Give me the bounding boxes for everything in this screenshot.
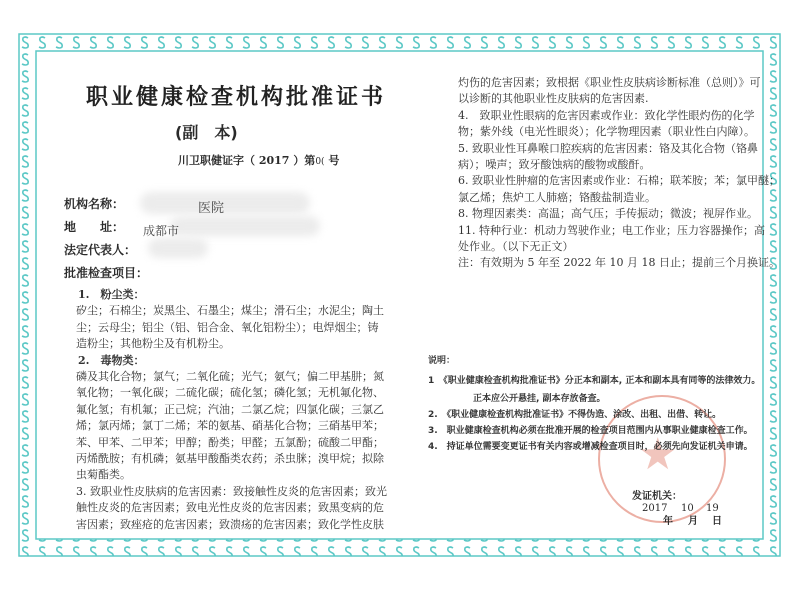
text-line: 丙烯酰胺；有机磷；氨基甲酸酯类农药；杀虫脒；溴甲烷；拟除 (76, 452, 384, 466)
seal-star-icon: ★ (638, 429, 678, 480)
text-line: 注：有效期为 5 年至 2022 年 10 月 18 日止；提前三个月换证。 (458, 256, 780, 270)
note-item: 3. 职业健康检查机构必须在批准开展的检查项目范围内从事职业健康检查工作。 (428, 426, 753, 436)
text-line: 4. 致职业性眼病的危害因素或作业：致化学性眼灼伤的化学 (458, 108, 755, 122)
note-item: 2. 《职业健康检查机构批准证书》不得伪造、涂改、出租、出借、转让。 (428, 410, 722, 420)
text-line: 3. 致职业性皮肤病的危害因素：致接触性皮炎的危害因素；致光 (76, 484, 387, 498)
text-line: 病）；噪声；致牙酸蚀病的酸物或酸酐。 (458, 158, 651, 172)
text-line: 氧化物；一氧化碳；二硫化碳；硫化氢；磷化氢；无机氟化物、 (76, 386, 384, 400)
text-line: 8. 物理因素类：高温；高气压；手传振动；微波；视屏作业。 (458, 207, 758, 221)
text-line: 11. 特种行业：机动力驾驶作业；电工作业；压力容器操作；高 (458, 223, 765, 237)
note-item: 正本应公开悬挂, 副本存放备查。 (473, 394, 606, 404)
text-line: 矽尘；石棉尘；炭黑尘、石墨尘；煤尘；滑石尘；水泥尘；陶土 (76, 304, 384, 318)
document-subtitle: (副 本) (175, 123, 238, 142)
issue-month: 10 (681, 503, 694, 514)
org-name-value: 医院 (198, 201, 225, 216)
redacted-legal-rep (148, 238, 208, 258)
text-line: 尘；云母尘；铝尘（铝、铝合金、氧化铝粉尘）；电焊烟尘；铸 (76, 320, 379, 334)
text-line: 磷及其化合物；氯气；二氧化硫；光气；氨气；偏二甲基肼；氮 (76, 370, 384, 384)
cert-no: 0( (315, 157, 325, 167)
document-title: 职业健康检查机构批准证书 (86, 85, 387, 110)
notes-heading: 说明： (428, 356, 456, 366)
text-line: 害因素；致痤疮的危害因素；致溃疡的危害因素；致化学性皮肤 (76, 517, 384, 531)
text-line: 虫菊酯类。 (76, 468, 131, 482)
note-item: 4. 持证单位需要变更证书有关内容或增减检查项目时，必须先向发证机关申请。 (428, 442, 753, 452)
cert-prefix: 川卫职健证字（ (178, 154, 255, 167)
note-item: 1 《职业健康检查机构批准证书》分正本和副本, 正本和副本具有同等的法律效力。 (428, 376, 761, 386)
text-line: 氟化氢；有机氟；正己烷；汽油；二氯乙烷；四氯化碳；三氯乙 (76, 402, 384, 416)
month-unit: 月 (688, 516, 698, 527)
day-unit: 日 (712, 516, 722, 527)
redacted-org-name (140, 192, 310, 214)
text-line: 5. 致职业性耳鼻喉口腔疾病的危害因素：铬及其化合物（铬鼻 (458, 141, 758, 155)
issue-day: 19 (706, 503, 719, 514)
text-line: 氯乙烯；焦炉工人肺癌；铬酸盐制造业。 (458, 190, 656, 204)
cert-year: 2017 (258, 154, 290, 167)
text-line: 苯、甲苯、二甲苯；甲醇；酚类；甲醛；五氯酚；硫酸二甲酯； (76, 435, 384, 449)
text-line: 1. 粉尘类： (78, 288, 145, 301)
text-line: 触性皮炎的危害因素；致电光性皮炎的危害因素；致黑变病的危 (76, 501, 384, 515)
text-line: 6. 致职业性肿瘤的危害因素或作业：石棉；联苯胺；苯；氯甲醚； (458, 174, 780, 188)
year-unit: 年 (663, 516, 673, 527)
scope-left-column (76, 287, 387, 533)
address-value: 成都市 (143, 224, 180, 238)
text-line: 以诊断的其他职业性皮肤病的危害因素. (458, 92, 649, 106)
address-label: 地 址： (64, 220, 125, 234)
cert-mid: ）第 (293, 154, 316, 167)
certificate-number (178, 152, 339, 168)
text-line: 造粉尘；其他粉尘及有机粉尘。 (76, 337, 230, 351)
text-line: 处作业。（以下无正文） (458, 240, 574, 254)
redacted-address (170, 216, 320, 236)
text-line: 灼伤的危害因素；致根据《职业性皮肤病诊断标准（总则）》可 (458, 76, 761, 89)
text-line: 物；紫外线（电光性眼炎）；化学物理因素（职业性白内障）。 (458, 125, 755, 139)
issue-year: 2017 (642, 503, 668, 514)
legal-rep-label: 法定代表人： (64, 243, 137, 257)
text-line: 烯；氯丙烯；氯丁二烯；苯的氨基、硝基化合物；三硝基甲苯； (76, 419, 384, 433)
scope-right-column (458, 75, 780, 272)
org-name-label: 机构名称： (64, 197, 125, 211)
scope-label: 批准检查项目： (64, 266, 149, 280)
cert-suffix: 号 (328, 154, 340, 167)
text-line: 2. 毒物类： (78, 353, 145, 367)
issuer-label: 发证机关： (632, 491, 682, 502)
